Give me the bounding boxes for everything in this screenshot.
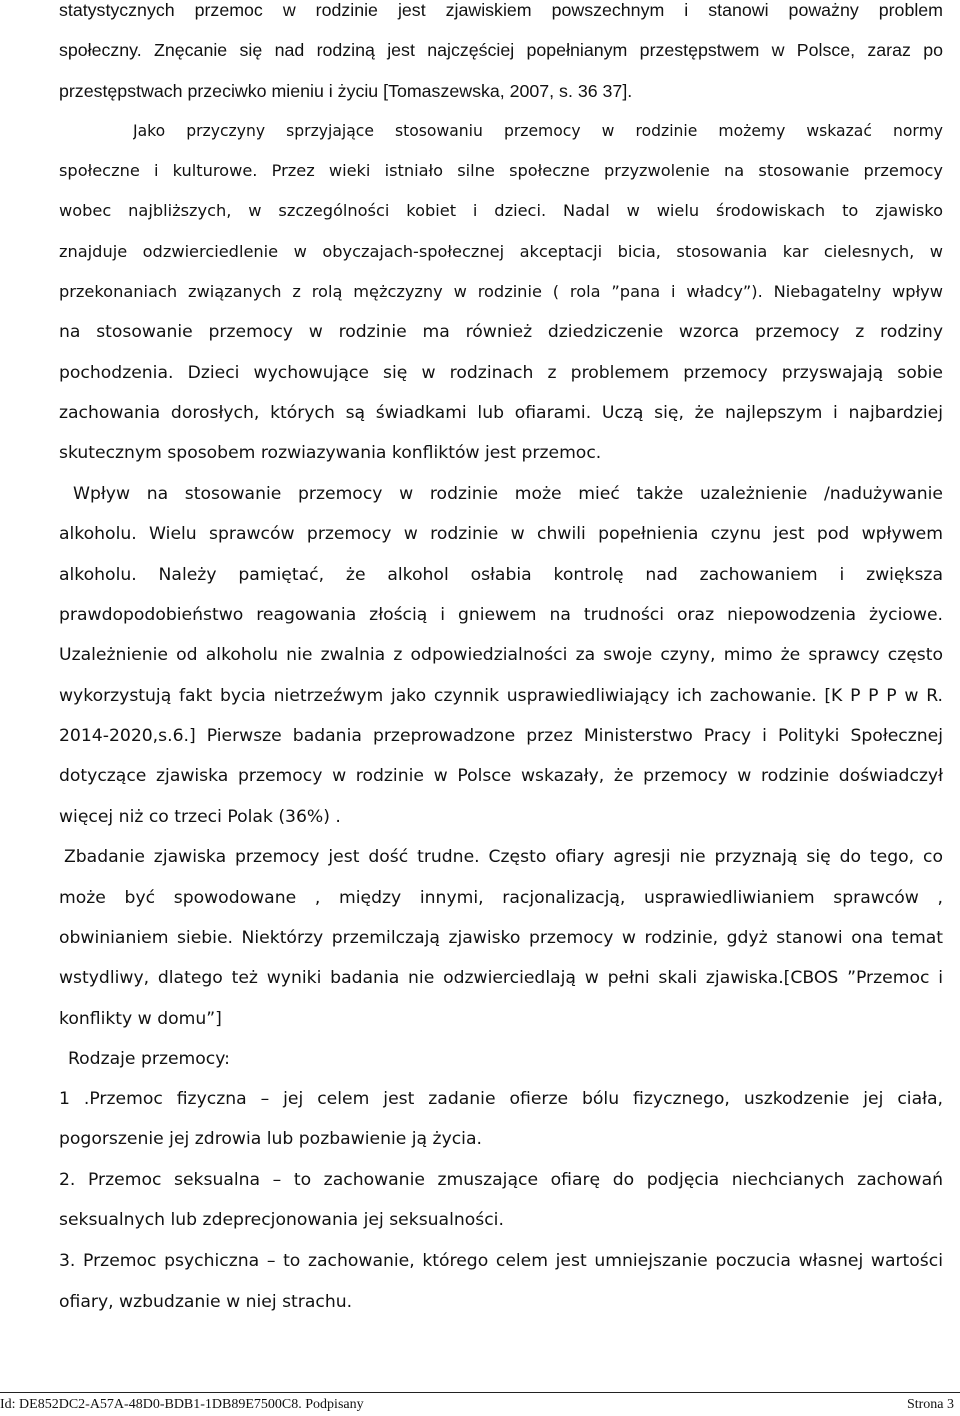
text-line: alkoholu. Należy pamiętać, że alkohol osłabia kontrolę nad zachowaniem i zwiększa [59, 565, 943, 585]
text-line: wykorzystują fakt bycia nietrzeźwym jako czynnik usprawiedliwiający ich zachowanie. [K P P P w R. [59, 686, 943, 706]
page-number: Strona 3 [906, 1397, 954, 1412]
text-line: statystycznych przemoc w rodzinie jest zjawiskiem powszechnym i stanowi poważny problem [59, 0, 943, 20]
text-line: Zbadanie zjawiska przemocy jest dość trudne. Często ofiary agresji nie przyznają się do tego, co [64, 847, 943, 867]
text-line: Uzależnienie od alkoholu nie zwalnia z odpowiedzialności za swoje czyny, mimo że sprawcy często [59, 645, 943, 665]
text-line: społeczny. Znęcanie się nad rodziną jest najczęściej popełnianym przestępstwem w Polsce, zaraz po [59, 40, 943, 60]
text-line: na stosowanie przemocy w rodzinie ma również dziedziczenie wzorca przemocy z rodziny [59, 322, 943, 342]
list-item-line: pogorszenie jej zdrowia lub pozbawienie ją życia. [59, 1129, 482, 1149]
text-line: Jako przyczyny sprzyjające stosowaniu przemocy w rodzinie możemy wskazać normy [133, 122, 943, 140]
list-item-line: 1 .Przemoc fizyczna – jej celem jest zadanie ofierze bólu fizycznego, uszkodzenie jej ciała, [59, 1089, 943, 1109]
text-line: skutecznym sposobem rozwiazywania konfliktów jest przemoc. [59, 443, 602, 463]
document-id: Id: DE852DC2-A57A-48D0-BDB1-1DB89E7500C8. Podpisany [0, 1397, 364, 1412]
text-line: zachowania dorosłych, których są świadkami lub ofiarami. Uczą się, że najlepszym i najbardziej [59, 403, 943, 423]
text-line: pochodzenia. Dzieci wychowujące się w rodzinach z problemem przemocy przyswajają sobie [59, 363, 943, 383]
text-line: może być spowodowane , między innymi, racjonalizacją, usprawiedliwianiem sprawców , [59, 888, 943, 908]
text-line: znajduje odzwierciedlenie w obyczajach-społecznej akceptacji bicia, stosowania kar cielesnych, w [59, 242, 943, 261]
text-line: przestępstwach przeciwko mieniu i życiu [Tomaszewska, 2007, s. 36 37]. [59, 81, 633, 101]
text-line: przekonaniach związanych z rolą mężczyzny w rodzinie ( rola ”pana i władcy”). Niebagatelny wpływ [59, 282, 943, 301]
list-item-line: seksualnych lub zdeprecjonowania jej seksualności. [59, 1210, 504, 1230]
section-heading: Rodzaje przemocy: [68, 1049, 230, 1069]
text-line: 2014-2020,s.6.] Pierwsze badania przeprowadzone przez Ministerstwo Pracy i Polityki Społecznej [59, 726, 943, 746]
text-line: wstydliwy, dlatego też wyniki badania nie odzwierciedlają w pełni skali zjawiska.[CBOS ”Przemoc i [59, 968, 943, 988]
text-line: wobec najbliższych, w szczególności kobiet i dzieci. Nadal w wielu środowiskach to zjawisko [59, 201, 943, 220]
text-line: alkoholu. Wielu sprawców przemocy w rodzinie w chwili popełnienia czynu jest pod wpływem [59, 524, 943, 544]
list-item-line: 3. Przemoc psychiczna – to zachowanie, którego celem jest umniejszanie poczucia własnej wartości [59, 1251, 943, 1271]
text-line: społeczne i kulturowe. Przez wieki istniało silne społeczne przyzwolenie na stosowanie przemocy [59, 161, 943, 180]
page-footer [0, 1392, 960, 1416]
list-item-line: ofiary, wzbudzanie w niej strachu. [59, 1292, 353, 1312]
list-item-line: 2. Przemoc seksualna – to zachowanie zmuszające ofiarę do podjęcia niechcianych zachowań [59, 1170, 943, 1190]
text-line: więcej niż co trzeci Polak (36%) . [59, 807, 341, 827]
text-line: prawdopodobieństwo reagowania złością i gniewem na trudności oraz niepowodzenia życiowe. [59, 605, 943, 625]
text-line: konflikty w domu”] [59, 1009, 222, 1029]
text-line: obwinianiem siebie. Niektórzy przemilczają zjawisko przemocy w rodzinie, gdyż stanowi ona temat [59, 928, 943, 948]
text-line: Wpływ na stosowanie przemocy w rodzinie może mieć także uzależnienie /nadużywanie [73, 484, 943, 504]
text-line: dotyczące zjawiska przemocy w rodzinie w Polsce wskazały, że przemocy w rodzinie doświadczył [59, 766, 943, 786]
